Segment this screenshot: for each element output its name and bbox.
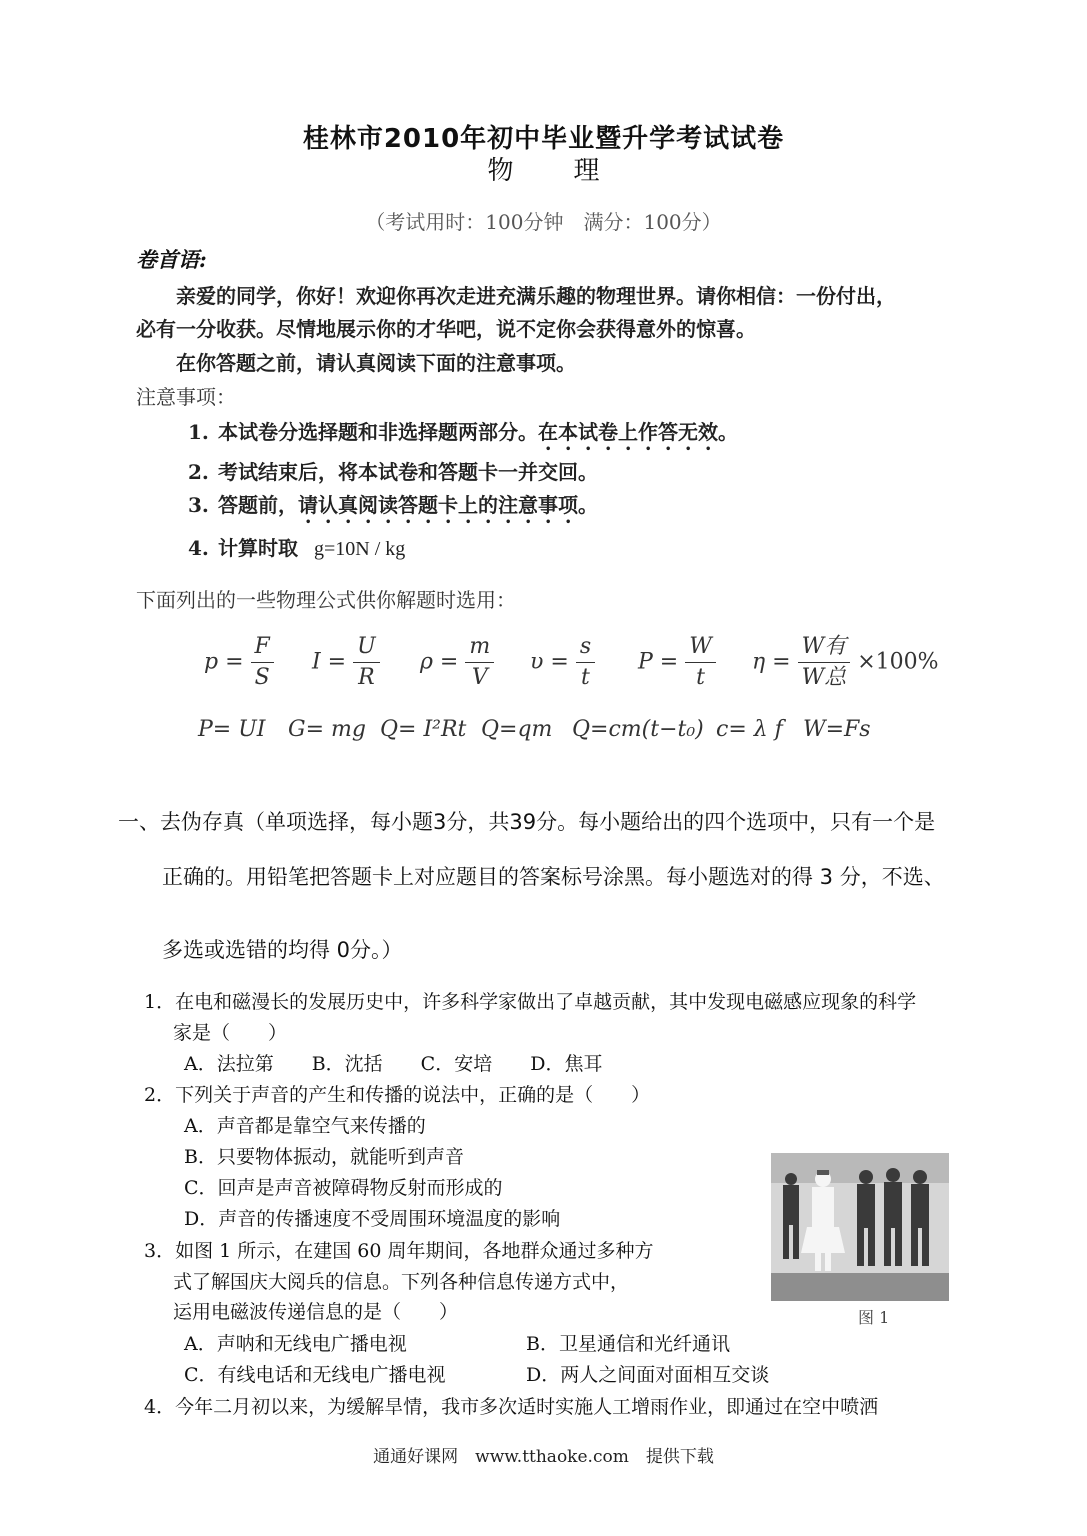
formula-gravity: G= mg xyxy=(288,717,366,742)
formulas-heading: 下面列出的一些物理公式供你解题时选用： xyxy=(136,588,516,612)
question-2: 2．下列关于声音的产生和传播的说法中，正确的是（ ） xyxy=(144,1084,651,1106)
page-title: 桂林市2010年初中毕业暨升学考试试卷 xyxy=(302,124,785,154)
question-3-cont-1: 式了解国庆大阅兵的信息。下列各种信息传递方式中， xyxy=(173,1271,630,1293)
note-item-1: 1. 本试卷分选择题和非选择题两部分。在本试卷上作答无效。 xyxy=(188,420,738,444)
notes-heading: 注意事项： xyxy=(136,385,236,409)
question-2-option-d: D．声音的传播速度不受周围环境温度的影响 xyxy=(184,1208,561,1230)
question-2-option-a: A．声音都是靠空气来传播的 xyxy=(184,1115,426,1137)
subject-title: 物理 xyxy=(487,156,660,186)
question-1: 1．在电和磁漫长的发展历史中，许多科学家做出了卓越贡献，其中发现电磁感应现象的科学 xyxy=(144,991,917,1013)
question-3-option-c: C．有线电话和无线电广播电视 xyxy=(184,1364,446,1386)
preface-line-1: 亲爱的同学，你好！欢迎你再次走进充满乐趣的物理世界。请你相信：一份付出， xyxy=(176,284,896,308)
note-item-4: 4. 计算时取 g=10N / kg xyxy=(188,536,406,560)
formula-electric-power: P= UI xyxy=(198,717,266,742)
formula-velocity: υ = $\frac{s}{t}$ xyxy=(530,632,595,693)
note-emphasis: 请认真阅读答题卡上的注意事项 xyxy=(298,493,578,517)
formula-joule-heat: Q= I²Rt xyxy=(380,717,467,742)
formula-specific-heat: Q=cm(t−t₀) xyxy=(572,717,704,742)
question-3-option-a: A．声呐和无线电广播电视 xyxy=(184,1333,407,1355)
formula-pressure: p = $\frac{F}{S}$ xyxy=(204,632,274,693)
preface-heading: 卷首语: xyxy=(136,247,207,272)
note-item-3: 3. 答题前，请认真阅读答题卡上的注意事项。 xyxy=(188,493,598,517)
question-3-option-b: B．卫星通信和光纤通讯 xyxy=(526,1333,730,1355)
parade-photo xyxy=(771,1153,949,1301)
question-3-option-d: D．两人之间面对面相互交谈 xyxy=(526,1364,770,1386)
formula-efficiency: η = $\frac{\text{W有}}{\text{W总}}$ ×100% xyxy=(752,634,939,690)
note-number: 1. xyxy=(188,420,209,444)
formula-wave: c= λ f xyxy=(716,717,783,742)
formula-work: W=Fs xyxy=(803,717,871,742)
preface-line-3: 在你答题之前，请认真阅读下面的注意事项。 xyxy=(176,351,576,375)
note-number: 2. xyxy=(188,460,209,484)
section-1-line-1: 一、去伪存真（单项选择，每小题3分，共39分。每小题给出的四个选项中，只有一个是 xyxy=(118,810,936,834)
question-3: 3．如图 1 所示，在建国 60 周年期间，各地群众通过多种方 xyxy=(144,1240,654,1262)
gravity-constant: g=10N / kg xyxy=(314,538,406,560)
note-item-2: 2. 考试结束后，将本试卷和答题卡一并交回。 xyxy=(188,460,598,484)
formula-ohm: I = $\frac{U}{R}$ xyxy=(312,632,380,693)
note-number: 3. xyxy=(188,493,209,517)
footer-source: 通通好课网 www.tthaoke.com 提供下载 xyxy=(373,1447,714,1467)
question-2-option-c: C．回声是声音被障碍物反射而形成的 xyxy=(184,1177,503,1199)
question-2-option-b: B．只要物体振动，就能听到声音 xyxy=(184,1146,464,1168)
section-1-line-2: 正确的。用铅笔把答题卡上对应题目的答案标号涂黑。每小题选对的得 3 分，不选、 xyxy=(162,865,945,889)
preface-line-2: 必有一分收获。尽情地展示你的才华吧，说不定你会获得意外的惊喜。 xyxy=(136,317,756,341)
note-number: 4. xyxy=(188,536,209,560)
formula-fuel-heat: Q=qm xyxy=(481,717,553,742)
formula-density: ρ = $\frac{m}{V}$ xyxy=(420,632,494,693)
exam-meta: （考试用时：100分钟 满分：100分） xyxy=(365,210,722,234)
question-1-cont: 家是（ ） xyxy=(173,1022,288,1044)
note-emphasis: 在本试卷上作答无效 xyxy=(538,420,718,444)
formula-power: P = $\frac{W}{t}$ xyxy=(638,632,716,693)
question-1-options: A．法拉第 B．沈括 C．安培 D．焦耳 xyxy=(184,1053,603,1075)
question-4: 4．今年二月初以来，为缓解旱情，我市多次适时实施人工增雨作业，即通过在空中喷洒 xyxy=(144,1396,879,1418)
figure-caption: 图 1 xyxy=(858,1308,890,1327)
section-1-line-3: 多选或选错的均得 0分。） xyxy=(162,938,403,962)
question-3-cont-2: 运用电磁波传递信息的是（ ） xyxy=(173,1301,459,1323)
